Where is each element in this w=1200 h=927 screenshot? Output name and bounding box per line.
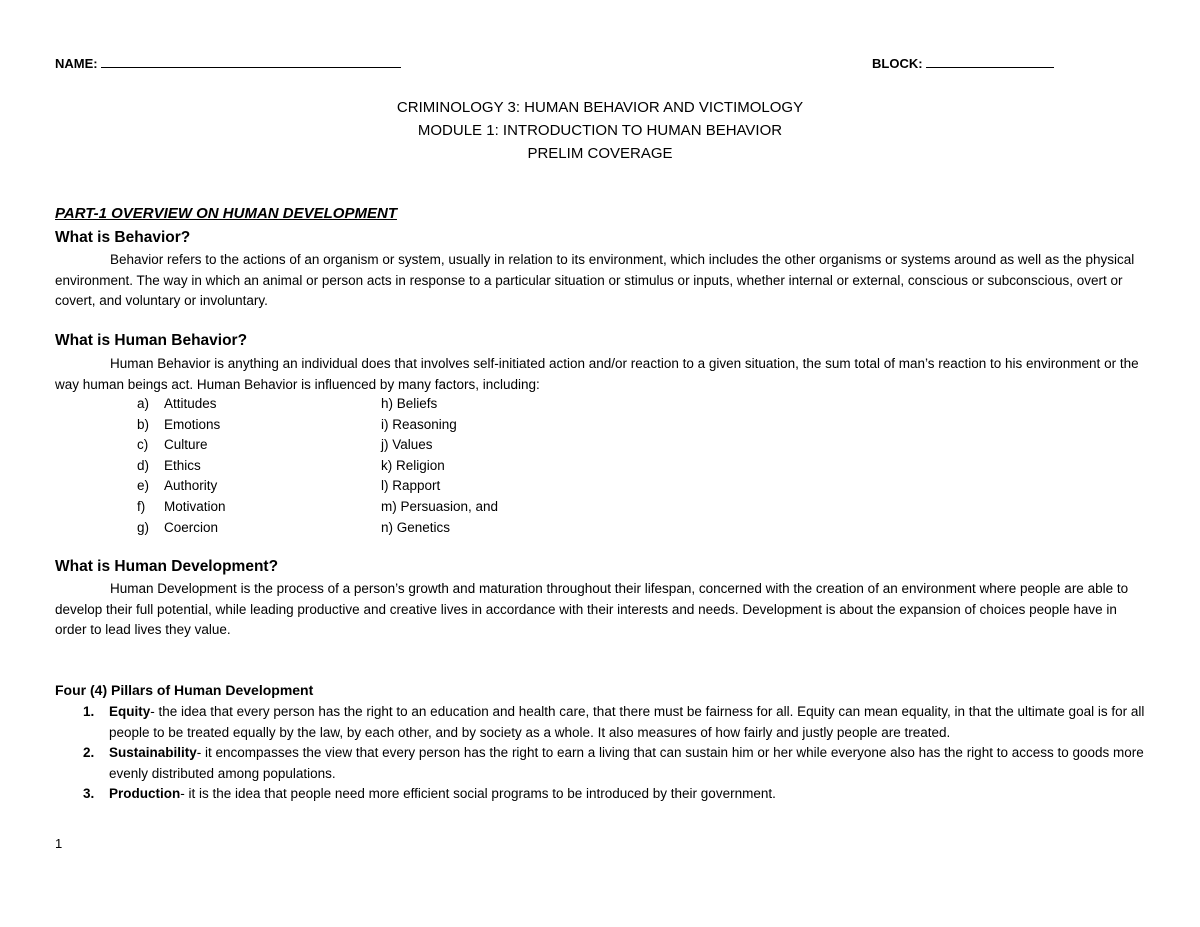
pillars-heading: Four (4) Pillars of Human Development — [55, 682, 314, 698]
behavior-text: Behavior refers to the actions of an organism or system, usually in relation to its environment, which includes the other organisms or systems around as well as the physical environment. The way in which an animal or person acts in response to a particular situation or stimulus or inputs, whether internal or external, conscious or subconscious, overt or covert, and voluntary or involuntary. — [55, 252, 1135, 308]
document-title — [0, 96, 1200, 165]
list-item: f) Motivation m) Persuasion, and — [137, 498, 499, 514]
block-blank-line — [926, 55, 1054, 68]
list-item: c) Culture j) Values — [137, 437, 433, 453]
pillars-list — [55, 702, 1145, 805]
title-line-2: MODULE 1: INTRODUCTION TO HUMAN BEHAVIOR — [417, 122, 783, 139]
list-item: 2. Sustainability- it encompasses the view that every person has the right to earn a living that can sustain him or her while everyone also has the right to access to goods more evenly distributed among populations. — [83, 745, 1144, 781]
behavior-paragraph — [55, 250, 1145, 312]
list-item: 3. Production- it is the idea that people need more efficient social programs to be introduced by their government. — [83, 786, 776, 801]
list-item: d) Ethics k) Religion — [137, 457, 445, 473]
human-development-paragraph — [55, 579, 1145, 641]
list-item: e) Authority l) Rapport — [137, 478, 441, 494]
human-behavior-heading: What is Human Behavior? — [55, 332, 248, 349]
page-number: 1 — [55, 836, 63, 851]
name-blank-line — [101, 55, 401, 68]
list-item: b) Emotions i) Reasoning — [137, 416, 457, 432]
human-behavior-text: Human Behavior is anything an individual does that involves self-initiated action and/or reaction to a given situation, the sum total of man’s reaction to his environment or the way human beings act. Human Behavior is influenced by many factors, including: — [55, 356, 1139, 392]
factors-list — [137, 394, 581, 538]
list-item: g) Coercion n) Genetics — [137, 519, 451, 535]
title-line-3: PRELIM COVERAGE — [527, 145, 673, 162]
human-development-text: Human Development is the process of a person’s growth and maturation throughout their lifespan, concerned with the creation of an environment where people are able to develop their full potential, while leading productive and creative lives in accordance with their interests and needs. Development is about the expansion of choices people have in order to lead lives they value. — [55, 581, 1129, 637]
block-label: BLOCK: — [872, 56, 923, 71]
behavior-heading: What is Behavior? — [55, 229, 191, 246]
block-field — [872, 55, 1054, 71]
part-1-heading: PART-1 OVERVIEW ON HUMAN DEVELOPMENT — [55, 205, 397, 222]
title-line-1: CRIMINOLOGY 3: HUMAN BEHAVIOR AND VICTIMOLOGY — [396, 99, 804, 116]
list-item: a) Attitudes h) Beliefs — [137, 396, 438, 411]
human-development-heading: What is Human Development? — [55, 558, 279, 575]
list-item: 1. Equity- the idea that every person has the right to an education and health care, that there must be fairness for all. Equity can mean equality, in that the ultimate goal is for all people to be treated equally by the law, by each other, and by society as a whole. It also measures of how fairly and justly people are treated. — [83, 704, 1145, 740]
name-label: NAME: — [55, 56, 98, 71]
human-behavior-paragraph — [55, 354, 1145, 395]
name-field — [55, 55, 401, 71]
